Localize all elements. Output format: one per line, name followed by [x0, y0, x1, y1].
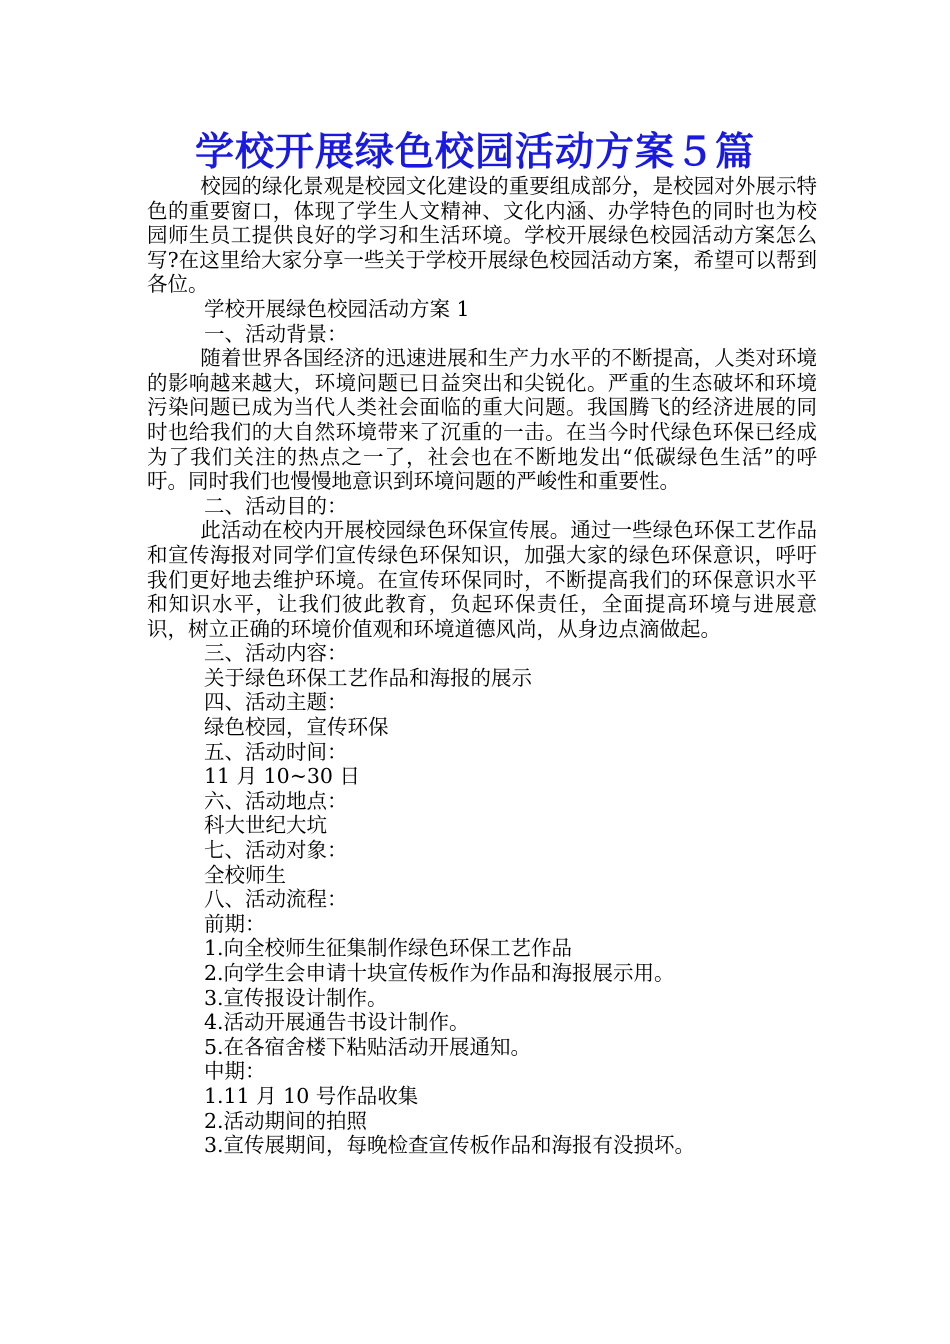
list-item: 2.活动期间的拍照 — [204, 1108, 368, 1133]
plan-title: 学校开展绿色校园活动方案 1 — [204, 296, 470, 321]
section-text: 科大世纪大坑 — [204, 813, 327, 838]
section-heading: 四、活动主题： — [204, 690, 348, 715]
section-heading: 三、活动内容： — [204, 641, 348, 666]
section-heading: 七、活动对象： — [204, 838, 348, 863]
section-heading: 一、活动背景： — [204, 321, 348, 346]
list-item: 2.向学生会申请十块宣传板作为作品和海报展示用。 — [204, 961, 675, 985]
section-text: 11 月 10~30 日 — [204, 764, 360, 789]
phase-heading-mid: 中期： — [204, 1059, 266, 1084]
list-item: 1.11 月 10 号作品收集 — [204, 1083, 419, 1108]
document-title: 学校开展绿色校园活动方案５篇 — [194, 129, 755, 175]
list-item: 3.宣传报设计制作。 — [204, 985, 388, 1010]
document-body — [147, 174, 817, 1158]
section-heading: 八、活动流程： — [204, 887, 348, 912]
section-text: 关于绿色环保工艺作品和海报的展示 — [204, 665, 532, 690]
section-text: 绿色校园，宣传环保 — [204, 715, 389, 740]
purpose-paragraph: 此活动在校内开展校园绿色环保宣传展。通过一些绿色环保工艺作品和宣传海报对同学们宣传绿色环保知识，加强大家的绿色环保意识，呼吁我们更好地去维护环境。在宣传环保同时，不断提高我们的环保意识水平和知识水平，让我们彼此教育，负起环保责任，全面提高环境与进展意识，树立正确的环境价值观和环境道德风尚，从身边点滴做起。 — [147, 518, 817, 641]
list-item: 1.向全校师生征集制作绿色环保工艺作品 — [204, 936, 573, 961]
section-heading: 二、活动目的： — [204, 493, 348, 518]
list-item: 4.活动开展通告书设计制作。 — [204, 1010, 470, 1035]
section-heading: 六、活动地点： — [204, 788, 348, 813]
background-paragraph: 随着世界各国经济的迅速进展和生产力水平的不断提高，人类对环境的影响越来越大，环境问题已日益突出和尖锐化。严重的生态破坏和环境污染问题已成为当代人类社会面临的重大问题。我国腾飞的经济进展的同时也给我们的大自然环境带来了沉重的一击。在当今时代绿色环保已经成为了我们关注的热点之一了，社会也在不断地发出“低碳绿色生活”的呼吁。同时我们也慢慢地意识到环境问题的严峻性和重要性。 — [147, 346, 817, 494]
section-heading: 五、活动时间： — [204, 739, 348, 764]
intro-paragraph: 校园的绿化景观是校园文化建设的重要组成部分，是校园对外展示特色的重要窗口，体现了学生人文精神、文化内涵、办学特色的同时也为校园师生员工提供良好的学习和生活环境。学校开展绿色校园活动方案怎么写?在这里给大家分享一些关于学校开展绿色校园活动方案，希望可以帮到各位。 — [147, 174, 817, 297]
phase-heading-early: 前期： — [204, 911, 266, 936]
section-text: 全校师生 — [204, 862, 286, 887]
list-item: 3.宣传展期间，每晚检查宣传板作品和海报有没损坏。 — [204, 1133, 696, 1158]
list-item: 5.在各宿舍楼下粘贴活动开展通知。 — [204, 1034, 532, 1059]
